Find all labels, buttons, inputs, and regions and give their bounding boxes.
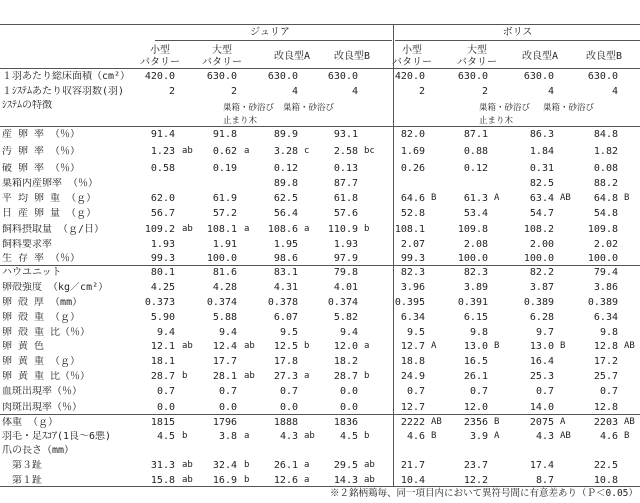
cell-value: 0.31 bbox=[529, 163, 554, 174]
cell-value: 81.6 bbox=[212, 267, 237, 278]
cell-value: 0.08 bbox=[593, 163, 618, 174]
cell-value: 6.15 bbox=[463, 312, 488, 323]
cell-value: 0.88 bbox=[463, 146, 488, 157]
cell-value: 17.2 bbox=[593, 356, 618, 367]
row-label: 血斑出現率（％） bbox=[2, 386, 82, 397]
significance-letter: bc bbox=[364, 146, 375, 156]
cell-value: 87.7 bbox=[333, 178, 358, 189]
significance-letter: b bbox=[364, 224, 370, 234]
cell-value: 4 bbox=[547, 86, 554, 97]
cell-value: 82.5 bbox=[529, 178, 554, 189]
cell-value: 1.95 bbox=[273, 239, 298, 250]
cell-value: 57.2 bbox=[212, 208, 237, 219]
cell-value: 13.0 bbox=[463, 341, 488, 352]
cell-value: 18.1 bbox=[150, 356, 175, 367]
cell-value: 4.6 bbox=[406, 431, 425, 442]
cell-value: 12.1 bbox=[150, 341, 175, 352]
cell-value: 3.87 bbox=[529, 282, 554, 293]
row-label: 第３趾 bbox=[2, 460, 42, 471]
cell-value: 9.4 bbox=[156, 327, 175, 338]
significance-letter: a bbox=[244, 431, 250, 441]
group-header-juria: ジュリア bbox=[250, 27, 290, 38]
cell-value: 108.1 bbox=[394, 224, 425, 235]
cell-value: 64.6 bbox=[400, 193, 425, 204]
significance-letter: B bbox=[494, 417, 500, 427]
cell-value: 5.82 bbox=[333, 312, 358, 323]
row-label: 卵 黄 重 比（％） bbox=[2, 371, 91, 382]
cell-value: 82.2 bbox=[529, 267, 554, 278]
cell-value: 8.7 bbox=[535, 475, 554, 486]
cell-value: 0.7 bbox=[599, 386, 618, 397]
cell-value: 26.1 bbox=[273, 460, 298, 471]
cell-value: 23.7 bbox=[463, 460, 488, 471]
subheader-boris-1: 大型 バタリー bbox=[457, 45, 497, 68]
row-label: 巣箱内産卵率 （％） bbox=[2, 178, 99, 189]
cell-value: 0.378 bbox=[267, 297, 298, 308]
cell-value: 2.02 bbox=[593, 239, 618, 250]
cell-value: 17.4 bbox=[529, 460, 554, 471]
significance-letter: ab bbox=[364, 460, 375, 470]
cell-value: 57.6 bbox=[333, 208, 358, 219]
cell-value: 0.62 bbox=[212, 146, 237, 157]
cell-value: 3.28 bbox=[273, 146, 298, 157]
cell-value: 12.7 bbox=[400, 341, 425, 352]
cell-value: 9.8 bbox=[599, 327, 618, 338]
cell-value: 29.5 bbox=[333, 460, 358, 471]
cell-value: 630.0 bbox=[457, 71, 488, 82]
cell-value: 3.96 bbox=[400, 282, 425, 293]
cell-value: 420.0 bbox=[394, 71, 425, 82]
cell-value: 100.0 bbox=[457, 253, 488, 264]
significance-letter: ab bbox=[304, 431, 315, 441]
cell-value: 16.5 bbox=[463, 356, 488, 367]
cell-value: 0.373 bbox=[144, 297, 175, 308]
significance-letter: AB bbox=[624, 417, 635, 427]
cell-value: 1.91 bbox=[212, 239, 237, 250]
cell-value: 109.8 bbox=[587, 224, 618, 235]
significance-letter: a bbox=[244, 146, 250, 156]
cell-value: 86.3 bbox=[529, 129, 554, 140]
cell-value: 630.0 bbox=[523, 71, 554, 82]
cell-value: 0.58 bbox=[150, 163, 175, 174]
cell-value: 12.5 bbox=[273, 341, 298, 352]
significance-letter: A bbox=[494, 193, 500, 203]
cell-value: 100.0 bbox=[523, 253, 554, 264]
significance-letter: b bbox=[182, 371, 188, 381]
cell-value: 56.7 bbox=[150, 208, 175, 219]
cell-value: 0.7 bbox=[406, 386, 425, 397]
cell-value: 14.3 bbox=[333, 475, 358, 486]
cell-value: 13.0 bbox=[529, 341, 554, 352]
cell-value: 61.3 bbox=[463, 193, 488, 204]
cell-value: 89.9 bbox=[273, 129, 298, 140]
cell-value: 4.3 bbox=[535, 431, 554, 442]
row-label: 平 均 卵 重 （ｇ） bbox=[2, 193, 97, 204]
cell-value: 61.9 bbox=[212, 193, 237, 204]
significance-letter: B bbox=[624, 431, 630, 441]
cell-value: 6.28 bbox=[529, 312, 554, 323]
row-label: 卵 殻 重 比（％） bbox=[2, 327, 91, 338]
significance-letter: a bbox=[244, 224, 250, 234]
row-label: 生 存 率 （％） bbox=[2, 253, 81, 264]
significance-letter: B bbox=[431, 193, 437, 203]
cell-value: 97.9 bbox=[333, 253, 358, 264]
cell-value: 4.5 bbox=[339, 431, 358, 442]
cell-value: 12.0 bbox=[333, 341, 358, 352]
rule-line-1 bbox=[0, 68, 640, 69]
cell-value: 4.28 bbox=[212, 282, 237, 293]
cell-value: 2203 bbox=[593, 417, 618, 428]
cell-value: 62.5 bbox=[273, 193, 298, 204]
cell-value: 10.4 bbox=[400, 475, 425, 486]
cell-value: 25.7 bbox=[593, 371, 618, 382]
rule-line-2 bbox=[0, 126, 640, 127]
subheader-boris-2: 改良型A bbox=[521, 51, 559, 62]
subheader-juria-3: 改良型B bbox=[333, 51, 371, 62]
significance-letter: b bbox=[304, 341, 310, 351]
rule-line-0 bbox=[0, 24, 640, 25]
cell-value: 25.3 bbox=[529, 371, 554, 382]
subheader-juria-2: 改良型A bbox=[273, 51, 311, 62]
cell-value: 108.1 bbox=[206, 224, 237, 235]
row-label: 肉斑出現率（％） bbox=[2, 402, 82, 413]
significance-letter: B bbox=[624, 193, 630, 203]
cell-value: 12.7 bbox=[400, 402, 425, 413]
significance-letter: B bbox=[431, 431, 437, 441]
cell-value: 4 bbox=[351, 86, 358, 97]
cell-value: 4.25 bbox=[150, 282, 175, 293]
significance-letter: a bbox=[304, 475, 310, 485]
significance-letter: AB bbox=[560, 193, 571, 203]
significance-letter: A bbox=[560, 417, 566, 427]
subheader-boris-0: 小型 バタリー bbox=[392, 45, 432, 68]
cell-value: 3.86 bbox=[593, 282, 618, 293]
cell-value: 31.3 bbox=[150, 460, 175, 471]
row-label: １羽あたり総床面積（cm²） bbox=[2, 71, 131, 82]
significance-letter: A bbox=[431, 341, 437, 351]
cell-value: 0.7 bbox=[535, 386, 554, 397]
cell-value: 1815 bbox=[150, 417, 175, 428]
cell-value: 62.0 bbox=[150, 193, 175, 204]
cell-value: 12.0 bbox=[463, 402, 488, 413]
significance-letter: ab bbox=[364, 475, 375, 485]
rule-juria-group bbox=[155, 40, 392, 41]
significance-letter: ab bbox=[182, 475, 193, 485]
cell-value: 56.4 bbox=[273, 208, 298, 219]
cell-value: 99.3 bbox=[400, 253, 425, 264]
row-label: 日 産 卵 量 （ｇ） bbox=[2, 208, 97, 219]
cell-value: 26.1 bbox=[463, 371, 488, 382]
cell-value: 82.0 bbox=[400, 129, 425, 140]
cell-value: 2.07 bbox=[400, 239, 425, 250]
cell-value: 28.7 bbox=[150, 371, 175, 382]
cell-value: 3.9 bbox=[469, 431, 488, 442]
cell-value: 12.6 bbox=[273, 475, 298, 486]
cell-value: 84.8 bbox=[593, 129, 618, 140]
cell-value: 52.8 bbox=[400, 208, 425, 219]
cell-value: 16.4 bbox=[529, 356, 554, 367]
cell-value: 630.0 bbox=[206, 71, 237, 82]
significance-letter: b bbox=[182, 431, 188, 441]
significance-letter: c bbox=[304, 146, 310, 156]
cell-value: 91.8 bbox=[212, 129, 237, 140]
cell-value: 54.8 bbox=[593, 208, 618, 219]
cell-value: 1.84 bbox=[529, 146, 554, 157]
cell-value: 9.8 bbox=[469, 327, 488, 338]
subheader-juria-0: 小型 バタリー bbox=[140, 45, 180, 68]
significance-letter: b bbox=[244, 460, 250, 470]
cell-value: 0.7 bbox=[218, 386, 237, 397]
cell-value: 80.1 bbox=[150, 267, 175, 278]
significance-letter: ab bbox=[182, 224, 193, 234]
significance-letter: AB bbox=[624, 341, 635, 351]
cell-value: 15.8 bbox=[150, 475, 175, 486]
cell-value: 0.19 bbox=[212, 163, 237, 174]
significance-letter: a bbox=[304, 460, 310, 470]
system-feature: 巣箱・砂浴び 止まり木 bbox=[479, 103, 531, 126]
cell-value: 16.9 bbox=[212, 475, 237, 486]
system-feature: 巣箱・砂浴び bbox=[543, 103, 595, 113]
cell-value: 24.9 bbox=[400, 371, 425, 382]
row-label: 産 卵 率 （％） bbox=[2, 129, 81, 140]
rule-line-4 bbox=[0, 414, 640, 415]
cell-value: 630.0 bbox=[327, 71, 358, 82]
cell-value: 32.4 bbox=[212, 460, 237, 471]
cell-value: 64.8 bbox=[593, 193, 618, 204]
significance-letter: a bbox=[304, 371, 310, 381]
cell-value: 0.0 bbox=[339, 402, 358, 413]
row-label: 羽毛・足ｽｺｱ(1良～6悪) bbox=[2, 431, 112, 442]
cell-value: 3.8 bbox=[218, 431, 237, 442]
cell-value: 12.8 bbox=[593, 402, 618, 413]
cell-value: 5.90 bbox=[150, 312, 175, 323]
cell-value: 0.0 bbox=[156, 402, 175, 413]
cell-value: 9.5 bbox=[406, 327, 425, 338]
cell-value: 0.26 bbox=[400, 163, 425, 174]
system-feature: 巣箱・砂浴び 止まり木 bbox=[223, 103, 275, 126]
rule-line-5 bbox=[0, 486, 640, 487]
cell-value: 9.7 bbox=[535, 327, 554, 338]
row-label: ｼｽﾃﾑの特徴 bbox=[2, 100, 52, 111]
cell-value: 0.7 bbox=[156, 386, 175, 397]
row-label: 飼料要求率 bbox=[2, 239, 52, 250]
cell-value: 0.12 bbox=[463, 163, 488, 174]
cell-value: 5.88 bbox=[212, 312, 237, 323]
cell-value: 0.7 bbox=[469, 386, 488, 397]
cell-value: 0.395 bbox=[394, 297, 425, 308]
cell-value: 2.00 bbox=[529, 239, 554, 250]
cell-value: 6.07 bbox=[273, 312, 298, 323]
cell-value: 9.4 bbox=[339, 327, 358, 338]
cell-value: 0.389 bbox=[587, 297, 618, 308]
significance-letter: ab bbox=[182, 341, 193, 351]
cell-value: 630.0 bbox=[587, 71, 618, 82]
cell-value: 82.3 bbox=[400, 267, 425, 278]
row-label: 卵 黄 重 （ｇ） bbox=[2, 356, 81, 367]
cell-value: 0.374 bbox=[327, 297, 358, 308]
cell-value: 83.1 bbox=[273, 267, 298, 278]
cell-value: 2 bbox=[418, 86, 425, 97]
group-divider bbox=[393, 24, 394, 486]
cell-value: 79.4 bbox=[593, 267, 618, 278]
row-label: 卵 殻 重 （ｇ） bbox=[2, 312, 81, 323]
cell-value: 0.0 bbox=[279, 402, 298, 413]
row-label: 破 卵 率 （％） bbox=[2, 163, 81, 174]
cell-value: 63.4 bbox=[529, 193, 554, 204]
cell-value: 17.7 bbox=[212, 356, 237, 367]
cell-value: 2 bbox=[230, 86, 237, 97]
significance-letter: a bbox=[364, 341, 370, 351]
cell-value: 0.7 bbox=[279, 386, 298, 397]
cell-value: 108.2 bbox=[523, 224, 554, 235]
cell-value: 6.34 bbox=[593, 312, 618, 323]
cell-value: 4.31 bbox=[273, 282, 298, 293]
significance-letter: AB bbox=[560, 431, 571, 441]
row-label: 爪の長さ（mm） bbox=[2, 445, 75, 456]
cell-value: 0.389 bbox=[523, 297, 554, 308]
cell-value: 1888 bbox=[273, 417, 298, 428]
cell-value: 89.8 bbox=[273, 178, 298, 189]
cell-value: 2075 bbox=[529, 417, 554, 428]
subheader-juria-1: 大型 バタリー bbox=[202, 45, 242, 68]
cell-value: 9.5 bbox=[279, 327, 298, 338]
cell-value: 4.6 bbox=[599, 431, 618, 442]
subheader-boris-3: 改良型B bbox=[585, 51, 623, 62]
cell-value: 79.8 bbox=[333, 267, 358, 278]
significance-letter: ab bbox=[244, 371, 255, 381]
cell-value: 630.0 bbox=[267, 71, 298, 82]
row-label: 飼料摂取量 （ｇ/日） bbox=[2, 224, 105, 235]
cell-value: 0.12 bbox=[273, 163, 298, 174]
cell-value: 12.2 bbox=[463, 475, 488, 486]
rule-line-3 bbox=[0, 265, 640, 266]
significance-letter: ab bbox=[182, 146, 193, 156]
cell-value: 110.9 bbox=[327, 224, 358, 235]
significance-letter: b bbox=[364, 371, 370, 381]
row-label: 体重 （ｇ） bbox=[2, 417, 59, 428]
cell-value: 1.82 bbox=[593, 146, 618, 157]
row-label: 汚 卵 率 （％） bbox=[2, 146, 81, 157]
significance-letter: B bbox=[560, 341, 566, 351]
significance-letter: ab bbox=[244, 341, 255, 351]
cell-value: 1836 bbox=[333, 417, 358, 428]
row-label: 卵 黄 色 bbox=[2, 341, 45, 352]
cell-value: 98.6 bbox=[273, 253, 298, 264]
cell-value: 0.391 bbox=[457, 297, 488, 308]
cell-value: 12.8 bbox=[593, 341, 618, 352]
cell-value: 1796 bbox=[212, 417, 237, 428]
significance-letter: b bbox=[364, 431, 370, 441]
cell-value: 2.58 bbox=[333, 146, 358, 157]
cell-value: 18.8 bbox=[400, 356, 425, 367]
row-label: １ｼｽﾃﾑあたり収容羽数(羽) bbox=[2, 86, 125, 97]
cell-value: 1.93 bbox=[150, 239, 175, 250]
cell-value: 4.3 bbox=[279, 431, 298, 442]
cell-value: 2222 bbox=[400, 417, 425, 428]
cell-value: 1.23 bbox=[150, 146, 175, 157]
significance-letter: ab bbox=[182, 460, 193, 470]
rule-boris-group bbox=[395, 40, 640, 41]
cell-value: 53.4 bbox=[463, 208, 488, 219]
significance-letter: a bbox=[304, 224, 310, 234]
cell-value: 12.4 bbox=[212, 341, 237, 352]
cell-value: 61.8 bbox=[333, 193, 358, 204]
cell-value: 91.4 bbox=[150, 129, 175, 140]
significance-letter: A bbox=[494, 431, 500, 441]
cell-value: 4.01 bbox=[333, 282, 358, 293]
cell-value: 2356 bbox=[463, 417, 488, 428]
cell-value: 93.1 bbox=[333, 129, 358, 140]
cell-value: 54.7 bbox=[529, 208, 554, 219]
cell-value: 2.08 bbox=[463, 239, 488, 250]
cell-value: 0.13 bbox=[333, 163, 358, 174]
cell-value: 17.8 bbox=[273, 356, 298, 367]
cell-value: 21.7 bbox=[400, 460, 425, 471]
cell-value: 3.89 bbox=[463, 282, 488, 293]
cell-value: 22.5 bbox=[593, 460, 618, 471]
cell-value: 99.3 bbox=[150, 253, 175, 264]
cell-value: 0.0 bbox=[339, 386, 358, 397]
row-label: 第１趾 bbox=[2, 475, 42, 486]
row-label: ハウユニット bbox=[2, 267, 62, 278]
cell-value: 82.3 bbox=[463, 267, 488, 278]
cell-value: 87.1 bbox=[463, 129, 488, 140]
cell-value: 18.2 bbox=[333, 356, 358, 367]
cell-value: 28.7 bbox=[333, 371, 358, 382]
system-feature: 巣箱・砂浴び bbox=[283, 103, 335, 113]
cell-value: 9.4 bbox=[218, 327, 237, 338]
significance-letter: AB bbox=[431, 417, 442, 427]
cell-value: 14.0 bbox=[529, 402, 554, 413]
cell-value: 2 bbox=[481, 86, 488, 97]
cell-value: 109.8 bbox=[457, 224, 488, 235]
cell-value: 1.69 bbox=[400, 146, 425, 157]
cell-value: 108.6 bbox=[267, 224, 298, 235]
significance-letter: B bbox=[494, 341, 500, 351]
cell-value: 10.8 bbox=[593, 475, 618, 486]
cell-value: 4 bbox=[611, 86, 618, 97]
cell-value: 28.1 bbox=[212, 371, 237, 382]
cell-value: 6.34 bbox=[400, 312, 425, 323]
row-label: 卵 殻 厚 （mm） bbox=[2, 297, 83, 308]
group-header-boris: ボリス bbox=[502, 27, 533, 38]
cell-value: 0.0 bbox=[218, 402, 237, 413]
significance-letter: b bbox=[244, 475, 250, 485]
cell-value: 420.0 bbox=[144, 71, 175, 82]
cell-value: 100.0 bbox=[587, 253, 618, 264]
row-label: 卵殻強度 （kg／cm²） bbox=[2, 282, 109, 293]
cell-value: 109.2 bbox=[144, 224, 175, 235]
cell-value: 0.374 bbox=[206, 297, 237, 308]
footnote: ※２銘柄鶏毎、同一項目内において異符号間に有意差あり（Ｐ＜0.05） bbox=[330, 488, 638, 499]
cell-value: 100.0 bbox=[206, 253, 237, 264]
cell-value: 4 bbox=[291, 86, 298, 97]
cell-value: 88.2 bbox=[593, 178, 618, 189]
cell-value: 4.5 bbox=[156, 431, 175, 442]
cell-value: 27.3 bbox=[273, 371, 298, 382]
cell-value: 1.93 bbox=[333, 239, 358, 250]
cell-value: 2 bbox=[168, 86, 175, 97]
